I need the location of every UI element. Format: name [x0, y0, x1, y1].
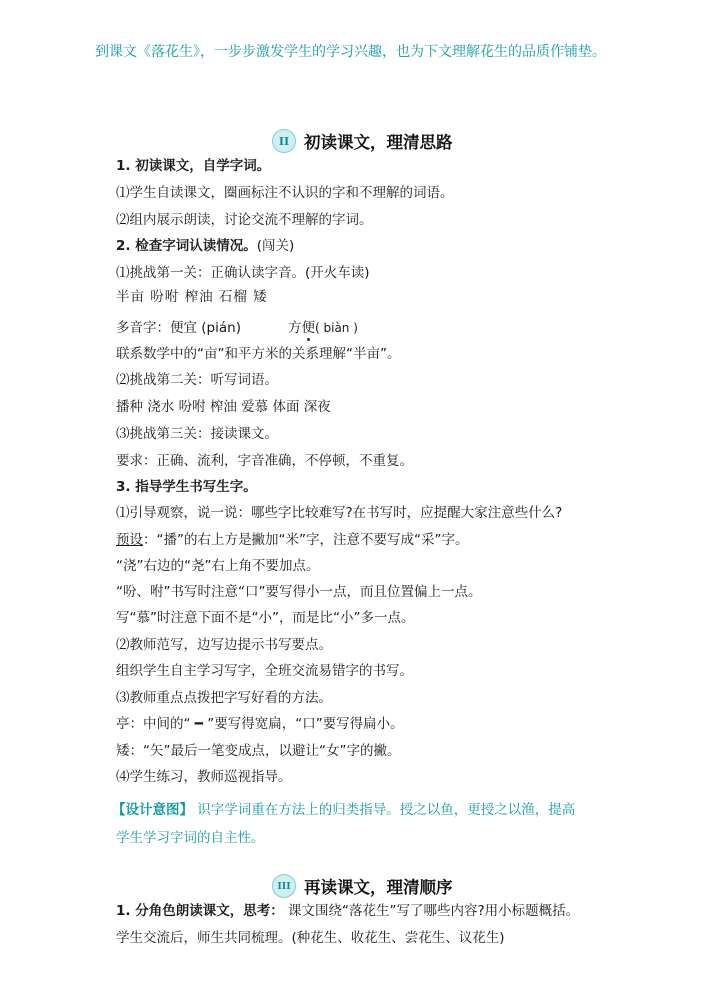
preset-label: 预设 — [116, 532, 143, 548]
section-2-badge: II — [272, 129, 296, 153]
design-intent-text-1: 识字学词重在方法上的归类指导。授之以鱼，更授之以渔，提高 — [193, 802, 576, 818]
summary-line: 学生交流后，师生共同梳理。(种花生、收花生、尝花生、议花生) — [116, 930, 505, 946]
key-method: ⑶教师重点点拨把字写好看的方法。 — [116, 690, 332, 706]
challenge-2-words: 播种 浇水 吩咐 榨油 爱慕 体面 深夜 — [116, 399, 331, 415]
tip-fenfu: “吩、咐”书写时注意“口”要写得小一点，而且位置偏上一点。 — [116, 584, 482, 600]
self-study: 组织学生自主学习写字，全班交流易错字的书写。 — [116, 663, 413, 679]
section-2-header — [272, 128, 453, 154]
polyphone-char-fang: 方 — [288, 320, 302, 336]
observe-line: ⑴引导观察，说一说：哪些字比较难写?在书写时，应提醒大家注意些什么? — [116, 505, 563, 521]
preset-line — [116, 530, 468, 550]
design-intent-label: 【设计意图】 — [112, 802, 193, 818]
role-reading — [116, 901, 579, 921]
step-2-heading — [116, 236, 294, 256]
section-3-badge: III — [272, 874, 296, 898]
polyphone-char-bian: 便 — [301, 320, 315, 336]
tip-ting: 亭：中间的“ ━ ”要写得宽扁，“口”要写得扁小。 — [116, 716, 404, 732]
intro-line: 到课文《落花生》，一步步激发学生的学习兴趣，也为下文理解花生的品质作铺垫。 — [95, 44, 606, 60]
role-reading-question: 课文围绕“落花生”写了哪些内容?用小标题概括。 — [283, 903, 580, 919]
teacher-demo: ⑵教师范写，边写边提示书写要点。 — [116, 637, 332, 653]
role-reading-heading: 1. 分角色朗读课文，思考： — [116, 903, 284, 919]
step-1-item-1: ⑴学生自读课文，圈画标注不认识的字和不理解的词语。 — [116, 185, 454, 201]
step-2-heading-text: 2. 检查字词认读情况。 — [116, 238, 257, 254]
challenge-1-words: 半亩 吩咐 榨油 石榴 矮 — [116, 289, 268, 305]
polyphone-pinyin: ( biàn ) — [315, 321, 358, 335]
challenge-3: ⑶挑战第三关：接读课文。 — [116, 426, 278, 442]
step-1-item-2: ⑵组内展示朗读，讨论交流不理解的字词。 — [116, 212, 373, 228]
section-2-title: 初读课文，理清思路 — [304, 133, 453, 152]
polyphone-example — [288, 316, 358, 336]
polyphone-line: 多音字：便宜 (pián) — [116, 320, 241, 336]
practice-line: ⑷学生练习，教师巡视指导。 — [116, 769, 292, 785]
design-intent-line-1 — [112, 800, 575, 820]
tip-mu: 写“慕”时注意下面不是“小”，而是比“小”多一点。 — [116, 610, 415, 626]
step-1-heading: 1. 初读课文，自学字词。 — [116, 158, 271, 174]
step-3-heading: 3. 指导学生书写生字。 — [116, 479, 257, 495]
section-3-header — [272, 873, 453, 899]
design-intent-line-2: 学生学习字词的自主性。 — [116, 830, 265, 846]
section-3-title: 再读课文，理清顺序 — [304, 878, 453, 897]
preset-text: ：“播”的右上方是撇加“米”字，注意不要写成“采”字。 — [143, 532, 469, 548]
requirement: 要求：正确、流利，字音准确，不停顿，不重复。 — [116, 453, 413, 469]
step-2-heading-note: (闯关) — [256, 238, 295, 254]
tip-ai: 矮：“矢”最后一笔变成点，以避让“女”字的撇。 — [116, 743, 401, 759]
tip-jiao: “浇”右边的“尧”右上角不要加点。 — [116, 558, 320, 574]
challenge-2: ⑵挑战第二关：听写词语。 — [116, 372, 278, 388]
mu-explain: 联系数学中的“亩”和平方米的关系理解“半亩”。 — [116, 346, 401, 362]
challenge-1: ⑴挑战第一关：正确认读字音。(开火车读) — [116, 265, 370, 281]
